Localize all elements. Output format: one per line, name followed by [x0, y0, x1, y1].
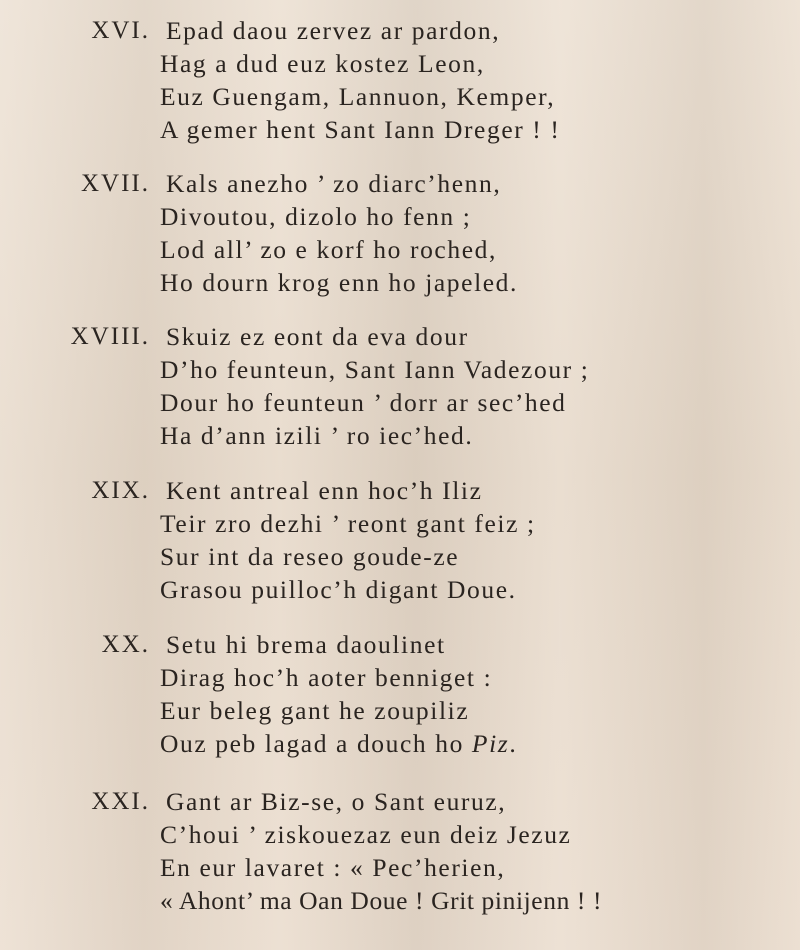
verse-line: Teir zro dezhi ’ reont gant feiz ;: [160, 509, 536, 538]
stanza-lines: [160, 628, 517, 760]
verse-line: Grasou puilloc’h digant Doue.: [160, 575, 517, 604]
verse-line: Kent antreal enn hoc’h Iliz: [166, 476, 483, 505]
verse-line-last: [160, 727, 517, 760]
stanza-lines: [160, 14, 560, 146]
verse-line: Setu hi brema daoulinet: [166, 630, 446, 659]
stanza-lines: [160, 167, 518, 299]
verse-line: Skuiz ez eont da eva dour: [166, 322, 469, 351]
verse-line: « Ahont’ ma Oan Doue ! Grit pinijenn ! !: [160, 886, 603, 915]
stanza-lines: [160, 785, 602, 917]
verse-line: Ha d’ann izili ’ ro iec’hed.: [160, 421, 474, 450]
verse-line: Sur int da reseo goude-ze: [160, 542, 460, 571]
stanza-numeral: XXI.: [91, 788, 150, 815]
stanza-numeral: XIX.: [91, 477, 150, 504]
verse-line: Euz Guengam, Lannuon, Kemper,: [160, 82, 556, 111]
verse-line: Dour ho feunteun ’ dorr ar sec’hed: [160, 388, 567, 417]
verse-line: Kals anezho ’ zo diarc’henn,: [166, 169, 502, 198]
stanza-numeral: XVI.: [91, 17, 150, 44]
verse-line-text: Ouz peb lagad a douch ho: [160, 729, 472, 758]
stanza-lines: [160, 474, 536, 606]
verse-line: Dirag hoc’h aoter benniget :: [160, 663, 493, 692]
stanza-lines: [160, 320, 589, 452]
stanza-numeral: XVII.: [80, 170, 150, 197]
stanza-numeral: XVIII.: [70, 323, 150, 350]
italic-word: Piz: [471, 729, 510, 758]
verse-line: D’ho feunteun, Sant Iann Vadezour ;: [160, 355, 590, 384]
verse-line: A gemer hent Sant Iann Dreger ! !: [160, 115, 561, 144]
verse-line: Eur beleg gant he zoupiliz: [160, 696, 470, 725]
verse-line: Hag a dud euz kostez Leon,: [160, 49, 485, 78]
verse-line-punct: .: [509, 729, 518, 758]
verse-line: Ho dourn krog enn ho japeled.: [160, 268, 518, 297]
verse-line: Epad daou zervez ar pardon,: [166, 16, 501, 45]
verse-line: Gant ar Biz-se, o Sant euruz,: [166, 787, 507, 816]
verse-line: C’houi ’ ziskouezaz eun deiz Jezuz: [160, 820, 572, 849]
verse-line: En eur lavaret : « Pec’herien,: [160, 853, 506, 882]
verse-line: Lod all’ zo e korf ho roched,: [160, 235, 497, 264]
verse-line: Divoutou, dizolo ho fenn ;: [160, 202, 472, 231]
stanza-numeral: XX.: [101, 631, 150, 658]
